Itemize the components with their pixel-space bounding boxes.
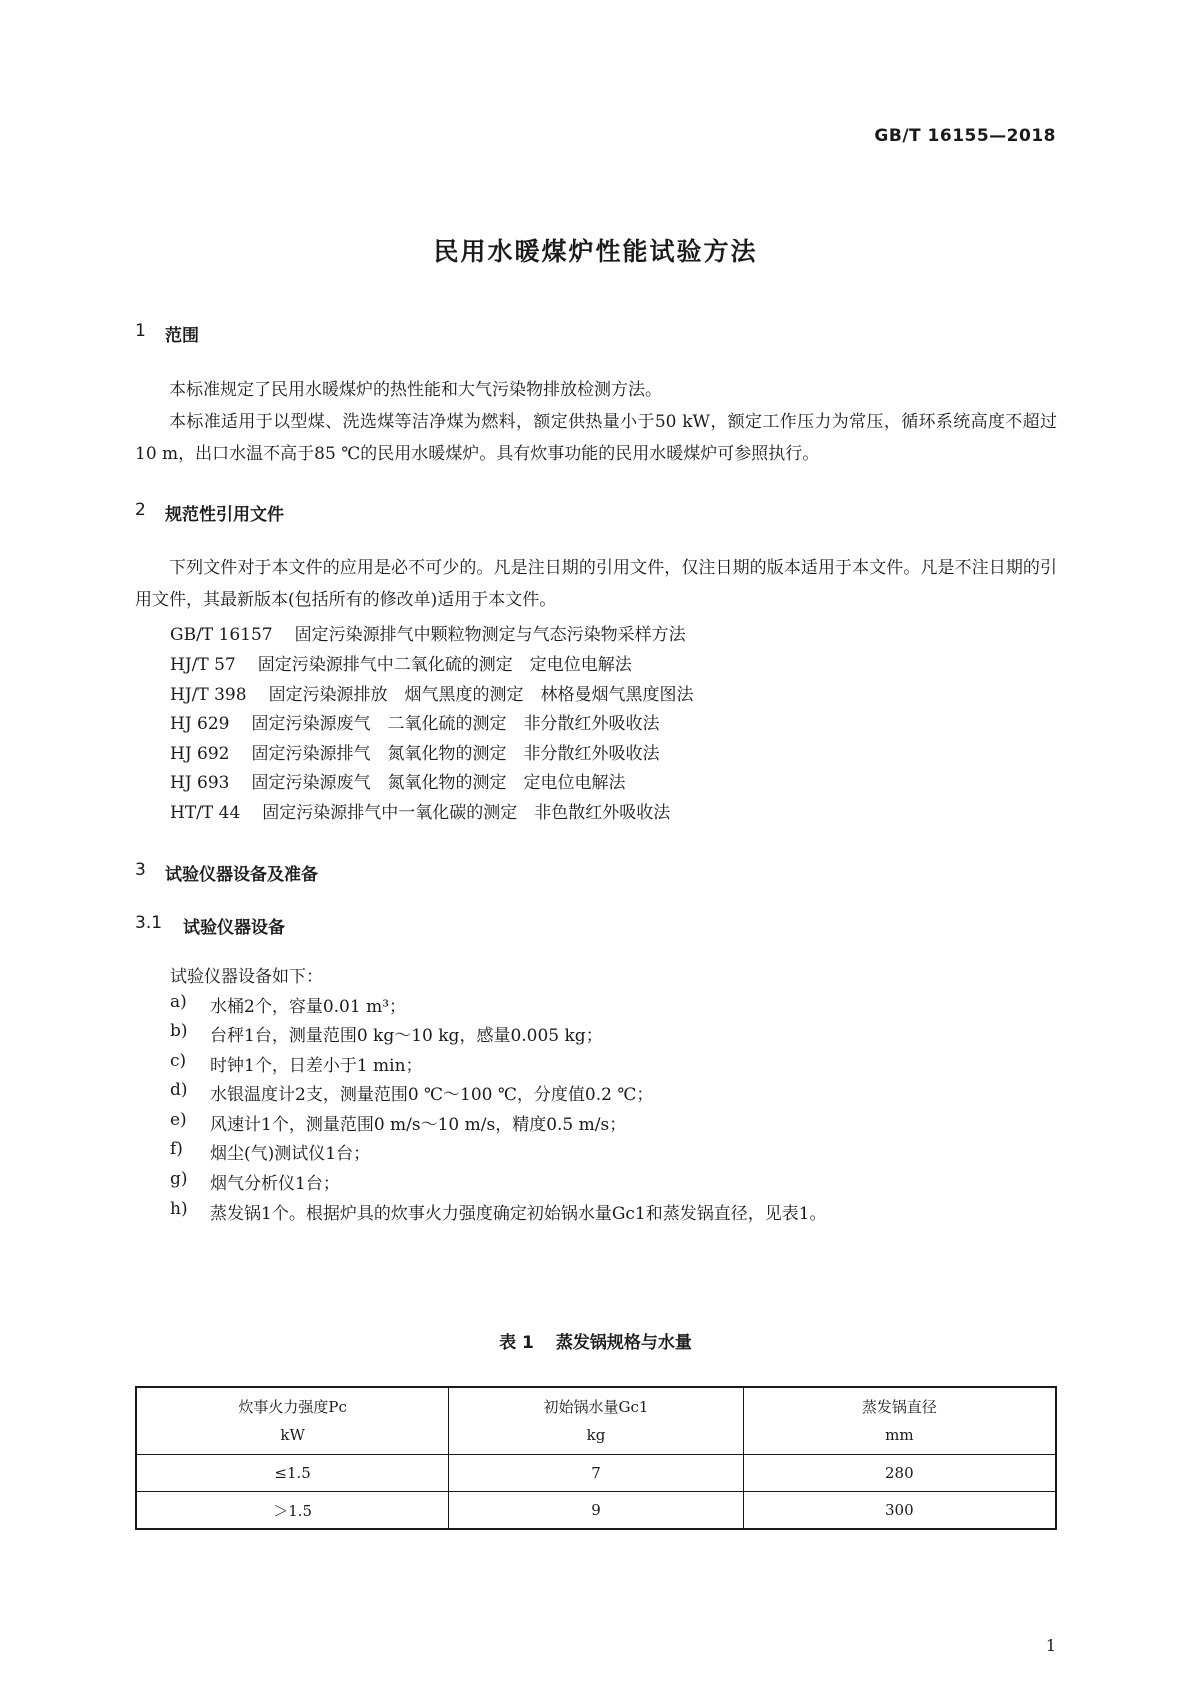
list-text: 烟气分析仪1台； xyxy=(210,1174,340,1194)
normative-intro xyxy=(135,552,1057,616)
table-header-cell xyxy=(449,1387,743,1455)
table-header-cell xyxy=(743,1387,1056,1455)
list-marker: f) xyxy=(170,1139,183,1159)
scope-paragraph-2: 本标准适用于以型煤、洗选煤等洁净煤为燃料，额定供热量小于50 kW，额定工作压力为常压，循环系统高度不超过10 m，出口水温不高于85 ℃的民用水暖煤炉。具有炊事功能的民用水暖煤炉可参照执行。 xyxy=(135,412,1057,464)
section-3-1-heading xyxy=(135,913,285,938)
list-text: 水桶2个，容量0.01 m³； xyxy=(210,997,407,1017)
equipment-intro-text: 试验仪器设备如下： xyxy=(170,967,323,987)
list-item xyxy=(170,1021,603,1046)
section-title: 规范性引用文件 xyxy=(165,505,284,525)
reference-code: HJ 629 xyxy=(170,714,230,734)
table-row xyxy=(136,1455,1056,1492)
reference-item xyxy=(170,650,632,675)
table-cell: 280 xyxy=(743,1455,1056,1492)
table-caption xyxy=(0,1328,1191,1353)
table-cell: 300 xyxy=(743,1492,1056,1530)
list-item xyxy=(170,1110,626,1135)
list-item xyxy=(170,1169,340,1194)
list-marker: a) xyxy=(170,992,187,1012)
list-text: 蒸发锅1个。根据炉具的炊事火力强度确定初始锅水量Gc1和蒸发锅直径，见表1。 xyxy=(210,1204,827,1224)
reference-title: 固定污染源排气 氮氧化物的测定 非分散红外吸收法 xyxy=(251,744,660,764)
reference-item xyxy=(170,620,686,645)
reference-title: 固定污染源废气 氮氧化物的测定 定电位电解法 xyxy=(251,773,626,793)
scope-text xyxy=(135,374,1057,470)
section-number: 2 xyxy=(135,500,146,520)
list-marker: e) xyxy=(170,1110,187,1130)
list-text: 时钟1个，日差小于1 min； xyxy=(210,1056,423,1076)
list-item xyxy=(170,992,406,1017)
reference-title: 固定污染源排气中二氧化硫的测定 定电位电解法 xyxy=(257,655,632,675)
header-name: 初始锅水量Gc1 xyxy=(543,1398,649,1416)
list-text: 水银温度计2支，测量范围0 ℃～100 ℃，分度值0.2 ℃； xyxy=(210,1085,654,1105)
table-row xyxy=(136,1492,1056,1530)
page-number: 1 xyxy=(1045,1636,1056,1655)
header-unit: mm xyxy=(885,1426,914,1444)
table-cell: ＞1.5 xyxy=(136,1492,449,1530)
normative-intro-paragraph: 下列文件对于本文件的应用是必不可少的。凡是注日期的引用文件，仅注日期的版本适用于本文件。凡是不注日期的引用文件，其最新版本(包括所有的修改单)适用于本文件。 xyxy=(135,558,1057,610)
document-title: 民用水暖煤炉性能试验方法 xyxy=(433,237,758,266)
section-number: 3 xyxy=(135,860,146,880)
table-caption-number: 表 1 xyxy=(499,1333,534,1353)
reference-title: 固定污染源排气中颗粒物测定与气态污染物采样方法 xyxy=(294,625,686,645)
list-marker: b) xyxy=(170,1021,188,1041)
table-cell: 9 xyxy=(449,1492,743,1530)
list-marker: g) xyxy=(170,1169,188,1189)
table-cell: 7 xyxy=(449,1455,743,1492)
section-title: 试验仪器设备 xyxy=(183,918,285,938)
reference-item xyxy=(170,768,626,793)
section-title: 试验仪器设备及准备 xyxy=(165,865,318,885)
scope-paragraph-1: 本标准规定了民用水暖煤炉的热性能和大气污染物排放检测方法。 xyxy=(169,380,662,400)
section-2-heading xyxy=(135,500,284,525)
reference-item xyxy=(170,680,694,705)
table-header-cell xyxy=(136,1387,449,1455)
table-caption-title: 蒸发锅规格与水量 xyxy=(555,1333,692,1353)
reference-item xyxy=(170,739,660,764)
reference-code: GB/T 16157 xyxy=(170,625,273,645)
section-number: 3.1 xyxy=(135,913,163,933)
section-number: 1 xyxy=(135,321,146,341)
reference-code: HT/T 44 xyxy=(170,803,241,823)
reference-code: HJ/T 398 xyxy=(170,685,247,705)
reference-title: 固定污染源废气 二氧化硫的测定 非分散红外吸收法 xyxy=(251,714,660,734)
list-item xyxy=(170,1051,423,1076)
list-text: 烟尘(气)测试仪1台； xyxy=(210,1144,371,1164)
section-1-heading xyxy=(135,321,199,346)
table-header-row xyxy=(136,1387,1056,1455)
header-unit: kg xyxy=(586,1426,606,1444)
reference-title: 固定污染源排气中一氧化碳的测定 非色散红外吸收法 xyxy=(262,803,671,823)
list-item xyxy=(170,1199,827,1224)
header-name: 炊事火力强度Pc xyxy=(238,1398,347,1416)
reference-title: 固定污染源排放 烟气黑度的测定 林格曼烟气黑度图法 xyxy=(268,685,694,705)
section-3-heading xyxy=(135,860,318,885)
reference-code: HJ/T 57 xyxy=(170,655,236,675)
list-marker: h) xyxy=(170,1199,188,1219)
reference-item xyxy=(170,709,660,734)
header-unit: kW xyxy=(280,1426,305,1444)
list-item xyxy=(170,1139,370,1164)
list-item xyxy=(170,1080,653,1105)
reference-item xyxy=(170,798,670,823)
list-marker: d) xyxy=(170,1080,188,1100)
list-marker: c) xyxy=(170,1051,187,1071)
equipment-intro xyxy=(170,962,323,987)
list-text: 风速计1个，测量范围0 m/s～10 m/s，精度0.5 m/s； xyxy=(210,1115,627,1135)
header-name: 蒸发锅直径 xyxy=(861,1398,937,1416)
list-text: 台秤1台，测量范围0 kg～10 kg，感量0.005 kg； xyxy=(210,1026,603,1046)
reference-code: HJ 692 xyxy=(170,744,230,764)
evaporation-pot-table xyxy=(135,1386,1057,1530)
standard-number: GB/T 16155—2018 xyxy=(874,126,1056,146)
section-title: 范围 xyxy=(165,326,199,346)
table-cell: ≤1.5 xyxy=(136,1455,449,1492)
reference-code: HJ 693 xyxy=(170,773,230,793)
